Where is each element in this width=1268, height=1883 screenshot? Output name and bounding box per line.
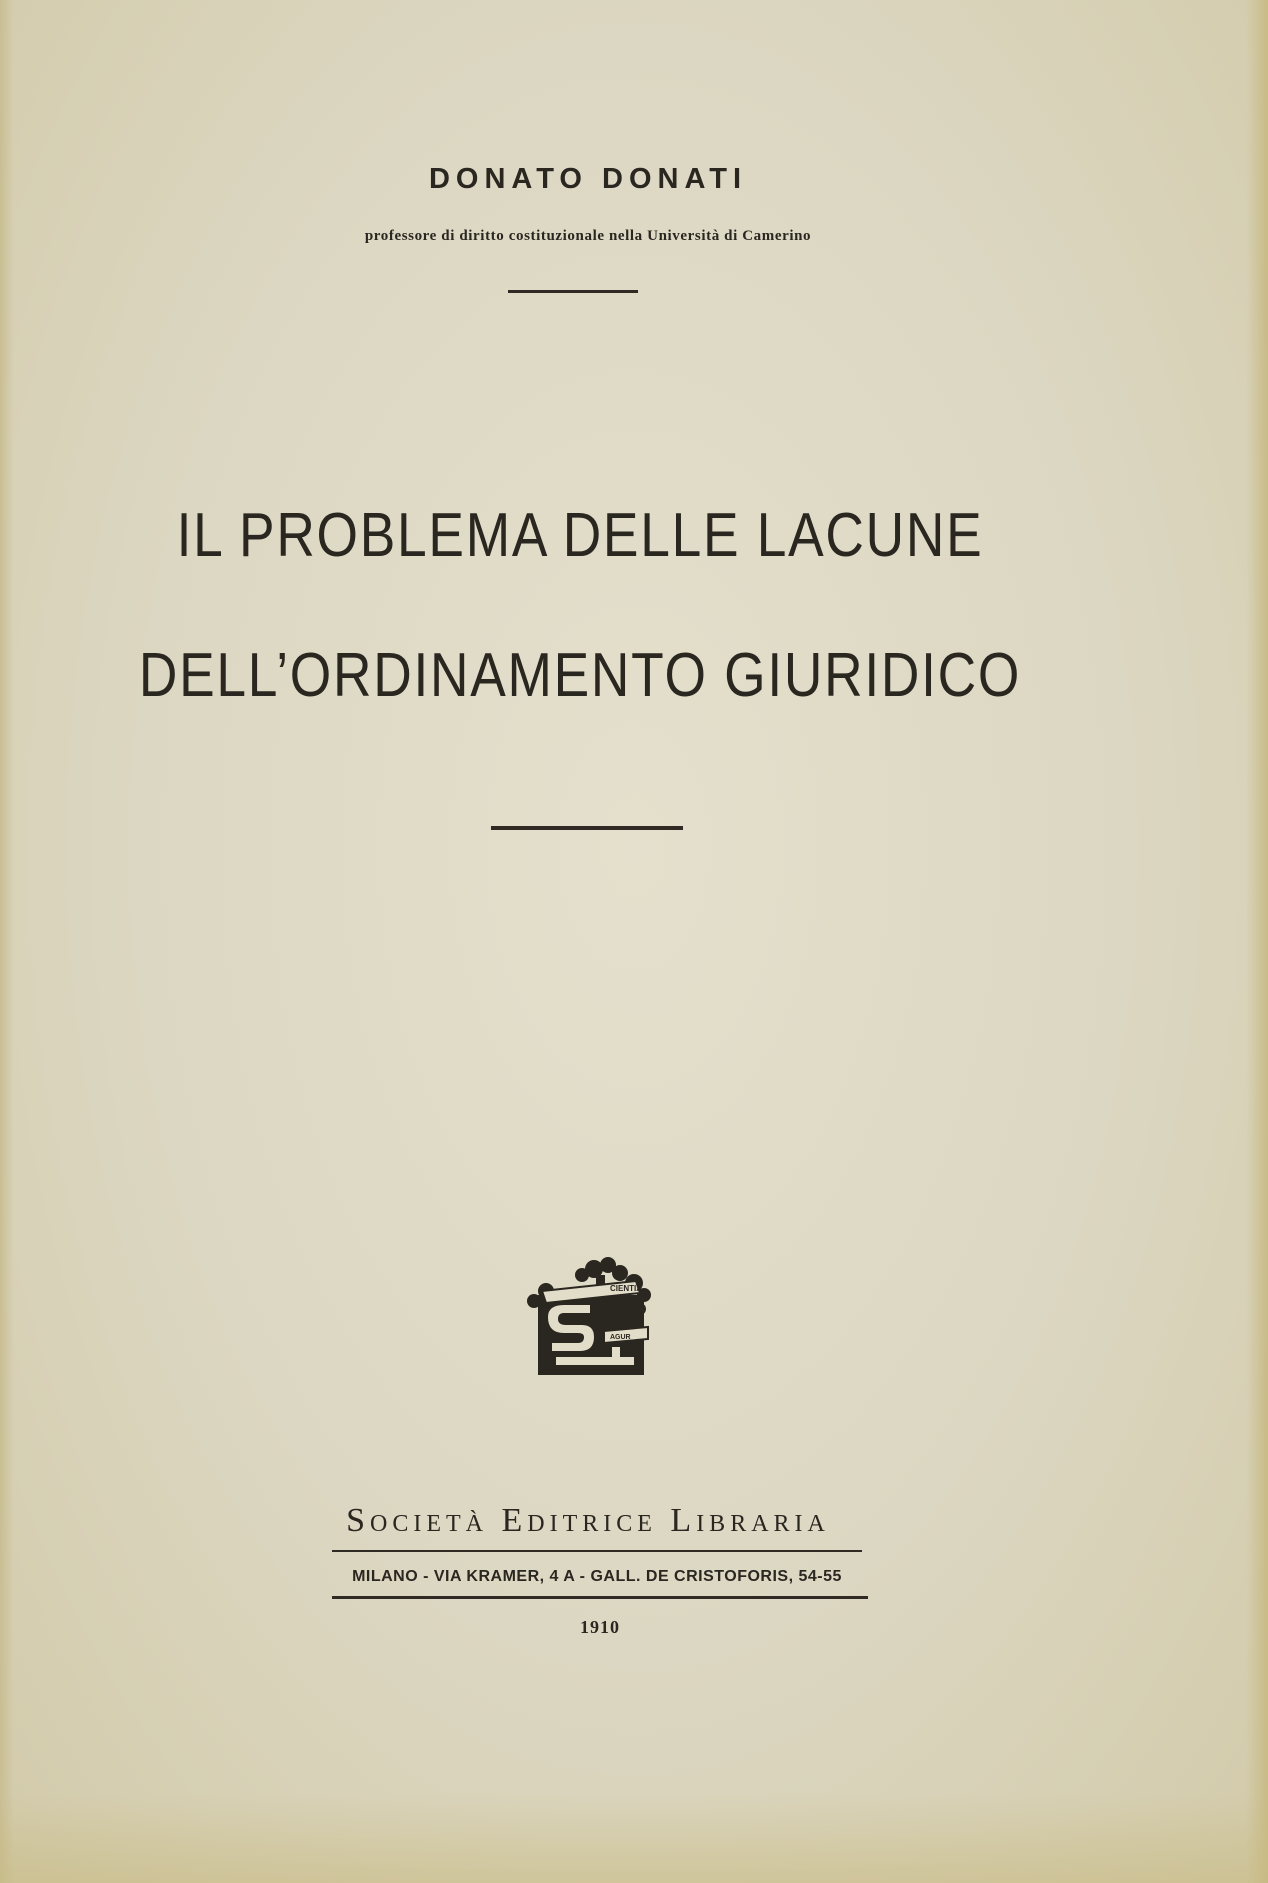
divider-rule-top	[508, 290, 638, 293]
publisher-name: Società Editrice Libraria	[346, 1502, 830, 1539]
divider-rule-middle	[491, 826, 683, 830]
page-edge-bottom	[0, 1793, 1268, 1883]
publisher-rule-top	[332, 1550, 862, 1552]
author-affiliation: professore di diritto costituzionale nella Università di Camerino	[364, 228, 812, 244]
author-name: DONATO DONATI	[428, 163, 748, 195]
publisher-rule-bottom	[332, 1596, 868, 1599]
book-title-line-2: DELL’ORDINAMENTO GIURIDICO	[138, 641, 1022, 710]
publisher-address: MILANO - VIA KRAMER, 4 A - GALL. DE CRISTOFORIS, 54-55	[352, 1568, 842, 1585]
emblem-motto-top: CIENTIA	[610, 1284, 642, 1293]
book-title-line-1: IL PROBLEMA DELLE LACUNE	[176, 501, 984, 570]
publisher-mark-icon	[516, 1255, 664, 1379]
emblem-motto-bottom: AGUR	[610, 1334, 631, 1341]
page-edge-right	[1246, 0, 1268, 1883]
publication-year: 1910	[580, 1617, 620, 1637]
page-edge-left	[0, 0, 14, 1883]
